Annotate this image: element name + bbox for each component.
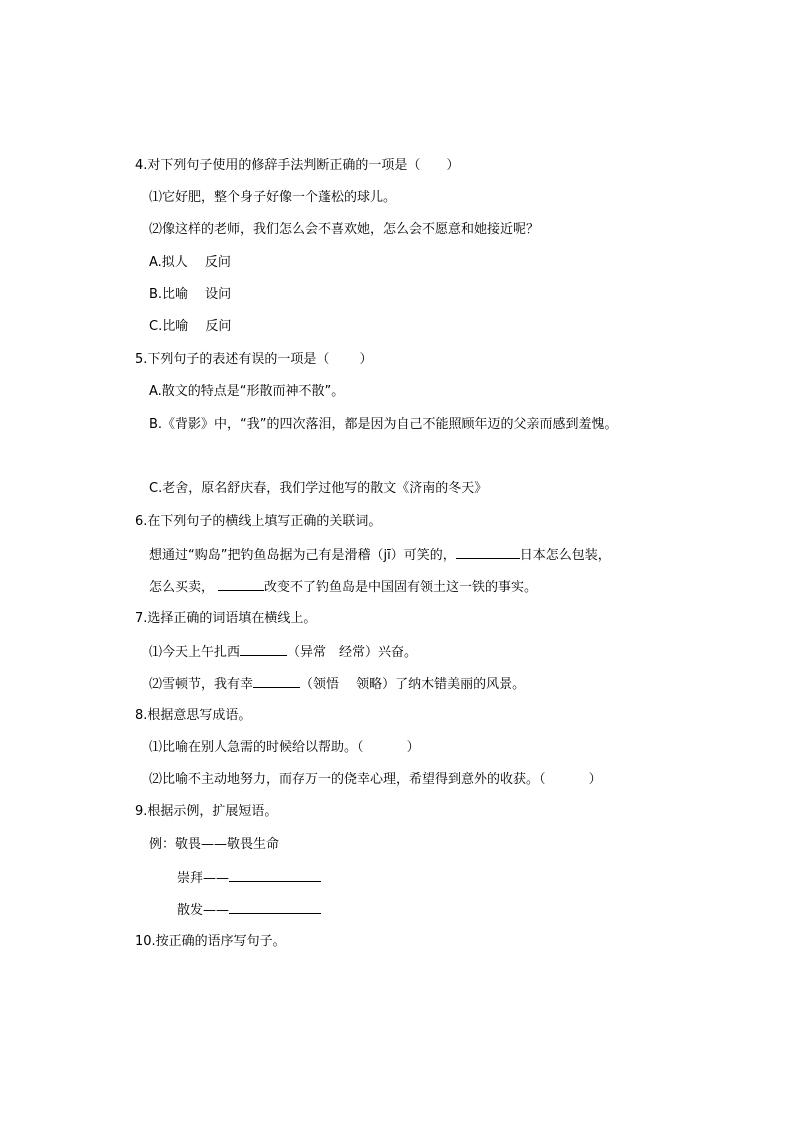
question-7-line-1	[149, 642, 417, 662]
question-6-line-1-text-a: 想通过“购岛”把钓鱼岛据为己有是滑稽（jī）可笑的，	[149, 548, 456, 563]
question-6-stem: 6.在下列句子的横线上填写正确的关联词。	[135, 514, 382, 529]
question-9-item-2-word: 散发——	[177, 903, 230, 918]
question-5-stem: 5.下列句子的表述有误的一项是（ ）	[135, 352, 373, 367]
question-4-sentence-1: ⑴它好肥，整个身子好像一个蓬松的球儿。	[149, 190, 397, 205]
question-4-option-c: C.比喻 反问	[149, 319, 232, 334]
question-6-line-1-text-b: 日本怎么包装，	[519, 548, 611, 563]
question-4-stem: 4.对下列句子使用的修辞手法判断正确的一项是（ ）	[135, 158, 460, 173]
question-7-line-2-text-a: ⑵雪顿节，我有幸	[149, 677, 254, 692]
answer-blank[interactable]	[229, 868, 321, 882]
question-5-option-a: A.散文的特点是“形散而神不散”。	[149, 384, 345, 399]
question-8-line-2: ⑵比喻不主动地努力，而存万一的侥幸心理，希望得到意外的收获。（ ）	[149, 772, 602, 787]
question-10-stem: 10.按正确的语序写句子。	[135, 934, 286, 949]
answer-blank[interactable]	[456, 545, 520, 559]
question-5-option-c: C.老舍，原名舒庆春，我们学过他写的散文《济南的冬天》	[149, 481, 488, 496]
answer-blank[interactable]	[253, 674, 300, 688]
question-6-line-2	[149, 577, 537, 597]
answer-blank[interactable]	[218, 577, 264, 591]
question-7-line-2	[149, 674, 525, 694]
question-6-line-2-text-a: 怎么买卖，	[149, 580, 215, 595]
question-6-line-2-text-b: 改变不了钓鱼岛是中国固有领土这一铁的事实。	[264, 580, 538, 595]
question-4-option-b: B.比喻 设问	[149, 287, 232, 302]
question-9-example: 例：敬畏——敬畏生命	[149, 837, 280, 852]
question-7-stem: 7.选择正确的词语填在横线上。	[135, 611, 317, 626]
question-7-line-1-text-b: （异常 经常）兴奋。	[287, 645, 418, 660]
question-4-sentence-2: ⑵像这样的老师，我们怎么会不喜欢她，怎么会不愿意和她接近呢？	[149, 222, 540, 237]
question-7-line-2-text-b: （领悟 领略）了纳木错美丽的风景。	[300, 677, 526, 692]
question-9-item-1	[177, 868, 321, 888]
question-9-item-1-word: 崇拜——	[177, 871, 230, 886]
answer-blank[interactable]	[229, 900, 321, 914]
question-8-stem: 8.根据意思写成语。	[135, 708, 252, 723]
question-4-option-a: A.拟人 反问	[149, 255, 231, 270]
question-8-line-1: ⑴比喻在别人急需的时候给以帮助。（ ）	[149, 740, 420, 755]
question-6-line-1	[149, 545, 611, 565]
question-9-stem: 9.根据示例，扩展短语。	[135, 804, 278, 819]
question-5-option-b: B.《背影》中，“我”的四次落泪，都是因为自己不能照顾年迈的父亲而感到羞愧。	[149, 417, 618, 432]
question-7-line-1-text-a: ⑴今天上午扎西	[149, 645, 241, 660]
question-9-item-2	[177, 900, 321, 920]
answer-blank[interactable]	[240, 642, 287, 656]
